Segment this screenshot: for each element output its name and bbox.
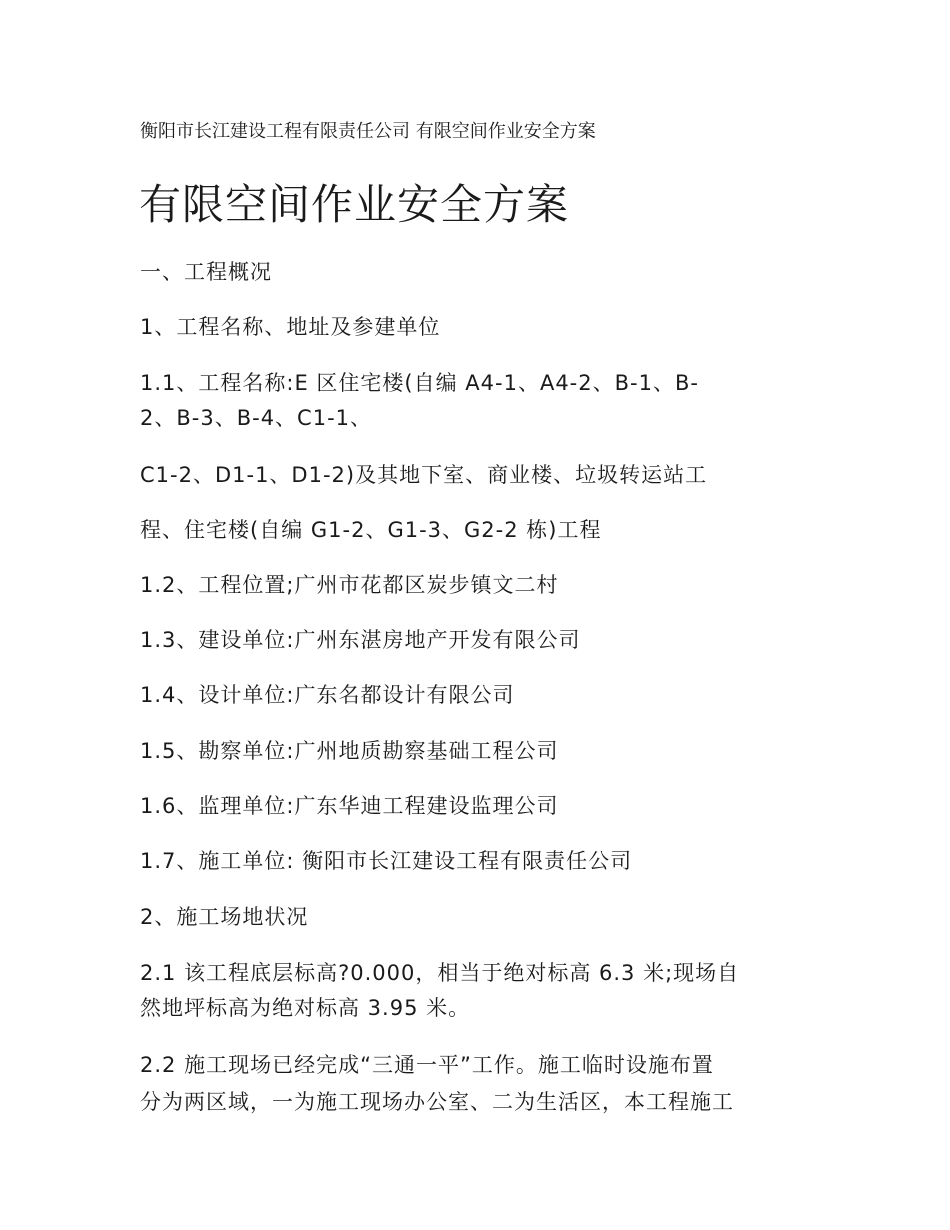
paragraph-line: 然地坪标高为绝对标高 3.95 米。 — [140, 996, 471, 1020]
paragraph-line: 分为两区域，一为施工现场办公室、二为生活区，本工程施工 — [140, 1090, 734, 1114]
paragraph-line: 程、住宅楼(自编 G1-2、G1-3、G2-2 栋)工程 — [140, 518, 602, 542]
paragraph-line: 1.6、监理单位:广东华迪工程建设监理公司 — [140, 794, 559, 818]
paragraph-line: 2.1 该工程底层标高?0.000，相当于绝对标高 6.3 米;现场自 — [140, 961, 740, 985]
paragraph-line: 1.4、设计单位:广东名都设计有限公司 — [140, 683, 515, 707]
subsection-heading-names: 1、工程名称、地址及参建单位 — [140, 315, 441, 339]
paragraph-line: C1-2、D1-1、D1-2)及其地下室、商业楼、垃圾转运站工 — [140, 463, 708, 487]
paragraph-line: 1.3、建设单位:广州东湛房地产开发有限公司 — [140, 628, 581, 652]
document-title: 有限空间作业安全方案 — [139, 180, 570, 229]
section-heading-site-conditions: 2、施工场地状况 — [140, 905, 309, 929]
section-heading-project-overview: 一、工程概况 — [140, 260, 272, 284]
paragraph-line: 2.2 施工现场已经完成“三通一平”工作。施工临时设施布置 — [140, 1053, 714, 1077]
paragraph-line: 1.2、工程位置;广州市花都区炭步镇文二村 — [140, 573, 559, 597]
running-header: 衡阳市长江建设工程有限责任公司 有限空间作业安全方案 — [140, 121, 596, 142]
paragraph-line: 1.1、工程名称:E 区住宅楼(自编 A4-1、A4-2、B-1、B- — [140, 371, 699, 395]
paragraph-line: 1.7、施工单位: 衡阳市长江建设工程有限责任公司 — [140, 849, 633, 873]
paragraph-line: 1.5、勘察单位:广州地质勘察基础工程公司 — [140, 739, 559, 763]
paragraph-line: 2、B-3、B-4、C1-1、 — [140, 406, 373, 430]
